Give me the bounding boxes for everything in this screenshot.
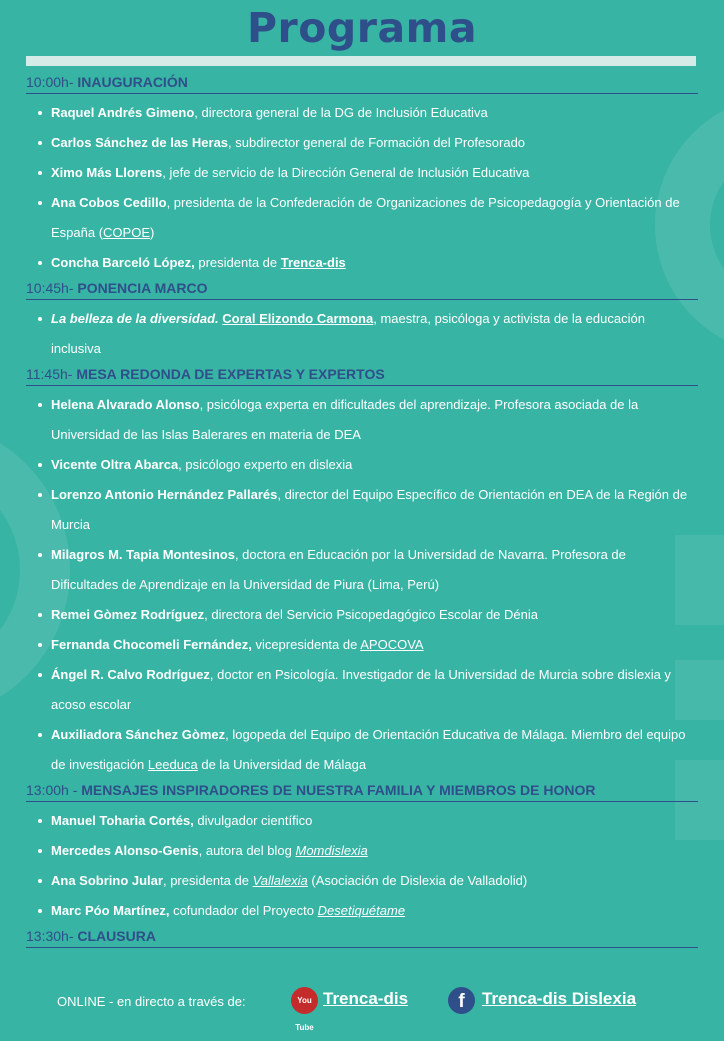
speaker-name: Ana Cobos Cedillo [51, 195, 167, 210]
desetiquetame-link[interactable]: Desetiquétame [317, 903, 406, 918]
list-item [26, 480, 698, 540]
online-label: ONLINE - en directo a través de: [57, 994, 246, 1009]
speaker-role: vicepresidenta de [251, 637, 361, 652]
list-item [26, 630, 698, 660]
trencadis-link[interactable]: Trenca-dis [280, 255, 346, 270]
list-item [26, 450, 698, 480]
speaker-role: presidenta de [194, 255, 281, 270]
speaker-name: Remei Gòmez Rodríguez [51, 607, 205, 622]
section-header [26, 926, 698, 948]
section-mesa-redonda [26, 364, 698, 780]
speaker-role: , jefe de servicio de la Dirección General de Inclusión Educativa [162, 165, 530, 180]
leeduca-link[interactable]: Leeduca [147, 757, 198, 772]
speaker-role: , director del Equipo Específico de Orientación en DEA de la Región de Murcia [51, 487, 688, 532]
section-time: 11:45h- [26, 366, 77, 382]
speaker-name: Ximo Más Llorens [51, 165, 163, 180]
speaker-role: , presidenta de [162, 873, 253, 888]
speaker-name: Carlos Sánchez de las Heras [51, 135, 229, 150]
speaker-name: Lorenzo Antonio Hernández Pallarés [51, 487, 278, 502]
section-title: MENSAJES INSPIRADORES DE NUESTRA FAMILIA Y MIEMBROS DE HONOR [81, 782, 596, 798]
section-time: 10:45h- [26, 280, 78, 296]
list-item [26, 390, 698, 450]
facebook-link[interactable]: Trenca-dis Dislexia [482, 989, 637, 1008]
list-item [26, 600, 698, 630]
section-title: INAUGURACIÓN [77, 74, 188, 90]
footer [0, 985, 724, 1032]
speaker-name: Helena Alvarado Alonso [51, 397, 200, 412]
speaker-role: , logopeda del Equipo de Orientación Educativa de Málaga. Miembro del equipo de investigación [51, 727, 686, 772]
speaker-role: , psicóloga experta en dificultades del aprendizaje. Profesora asociada de la Universidad de las Islas Balerares en materia de DEA [51, 397, 639, 442]
facebook-icon[interactable]: f [448, 987, 475, 1014]
copoe-link[interactable]: COPOE [103, 225, 151, 240]
speaker-role-suffix: de la Universidad de Málaga [197, 757, 367, 772]
speaker-role-suffix: (Asociación de Dislexia de Valladolid) [307, 873, 528, 888]
section-title: PONENCIA MARCO [77, 280, 208, 296]
speaker-name: Auxiliadora Sánchez Gòmez [51, 727, 226, 742]
speaker-name: Marc Póo Martínez, [51, 903, 170, 918]
list-item [26, 660, 698, 720]
vallalexia-link[interactable]: Vallalexia [252, 873, 308, 888]
speaker-role: , doctora en Educación por la Universidad de Navarra. Profesora de Dificultades de Aprendizaje en la Universidad de Piura (Lima, Perú) [51, 547, 626, 592]
list-item [26, 896, 698, 926]
speaker-link[interactable]: Coral Elizondo Carmona [222, 311, 374, 326]
speaker-name: Concha Barceló López, [51, 255, 195, 270]
speaker-name: Milagros M. Tapia Montesinos [51, 547, 235, 562]
apocova-link[interactable]: APOCOVA [360, 637, 424, 652]
speaker-name: Ángel R. Calvo Rodríguez [51, 667, 210, 682]
speaker-role: , presidenta de la Confederación de Organizaciones de Psicopedagogía y Orientación de España ( [51, 195, 680, 240]
momdislexia-link[interactable]: Momdislexia [295, 843, 368, 858]
list-item [26, 248, 698, 278]
page-title: Programa [246, 4, 478, 52]
section-header [26, 780, 698, 802]
list-item [26, 188, 698, 248]
section-inauguracion [26, 72, 698, 278]
section-ponencia-marco [26, 278, 698, 364]
section-time: 13:00h - [26, 782, 82, 798]
speaker-role: , maestra, psicóloga y activista de la educación inclusiva [51, 311, 645, 356]
list-item [26, 720, 698, 780]
list-item [26, 98, 698, 128]
speaker-role: , subdirector general de Formación del Profesorado [228, 135, 526, 150]
section-mensajes [26, 780, 698, 926]
speaker-role: , autora del blog [198, 843, 296, 858]
speaker-role: divulgador científico [193, 813, 313, 828]
list-item [26, 128, 698, 158]
section-time: 13:30h- [26, 928, 78, 944]
list-item [26, 304, 698, 364]
speaker-name: Fernanda Chocomeli Fernández, [51, 637, 252, 652]
section-title: CLAUSURA [77, 928, 156, 944]
list-item [26, 540, 698, 600]
speaker-role: , psicólogo experto en dislexia [178, 457, 353, 472]
speaker-role-suffix: ) [150, 225, 155, 240]
speaker-name: Manuel Toharia Cortés, [51, 813, 194, 828]
speaker-name: Ana Sobrino Jular [51, 873, 163, 888]
speaker-name: Mercedes Alonso-Genis [51, 843, 199, 858]
section-header [26, 72, 698, 94]
section-title: MESA REDONDA DE EXPERTAS Y EXPERTOS [76, 366, 385, 382]
list-item [26, 158, 698, 188]
speaker-role: , directora general de la DG de Inclusión Educativa [194, 105, 488, 120]
speaker-name: Vicente Oltra Abarca [51, 457, 179, 472]
section-header [26, 364, 698, 386]
section-clausura [26, 926, 698, 948]
youtube-link[interactable]: Trenca-dis [323, 989, 409, 1008]
list-item [26, 836, 698, 866]
section-time: 10:00h- [26, 74, 78, 90]
title-divider [26, 56, 696, 66]
speaker-name: Raquel Andrés Gimeno [51, 105, 195, 120]
youtube-icon[interactable]: You Tube [291, 987, 318, 1014]
list-item [26, 866, 698, 896]
section-header [26, 278, 698, 300]
program-content [26, 72, 698, 952]
speaker-role: , directora del Servicio Psicopedagógico Escolar de Dénia [204, 607, 538, 622]
speaker-role: cofundador del Proyecto [169, 903, 318, 918]
speaker-role: , doctor en Psicología. Investigador de la Universidad de Murcia sobre dislexia y acoso escolar [51, 667, 671, 712]
talk-title: La belleza de la diversidad. [51, 311, 219, 326]
list-item [26, 806, 698, 836]
